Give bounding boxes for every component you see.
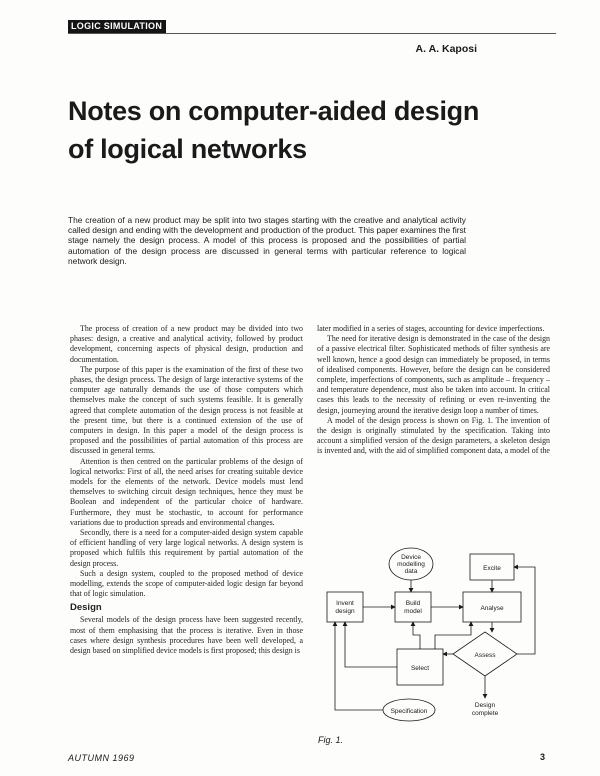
paragraph: A model of the design process is shown on Fig. 1. The invention of the design is originally stimulated by the specification. Taking into account a simplified version of the design parameters, a skeleton design is invented and, with the aid of simplified component data, a model of the: [317, 415, 550, 456]
section-tag: LOGIC SIMULATION: [68, 20, 166, 33]
device-modelling-label: data: [404, 568, 418, 575]
issue-date: AUTUMN 1969: [68, 753, 135, 763]
page-number: 3: [540, 752, 546, 762]
abstract: The creation of a new product may be split into two stages starting with the creative and analytical activity called design and ending with the development and production of the product. This paper examines the first stage namely the design process. A model of this process is proposed and the possibilities of partial automation of the design process are discussed in general terms with particular reference to logical network design.: [68, 215, 466, 266]
complete-label: complete: [471, 710, 499, 717]
complete-label: Design: [474, 702, 496, 709]
paragraph: Attention is then centred on the particular problems of the design of logical networks: First of all, the need arises for creating suitable device models for the elements of the network. Device models must lend themselves to switching circuit design techniques, hence they must be Boolean and independent of the particular choice of hardware. Furthermore, they must be stochastic, to account for performance variations due to production spreads and environmental changes.: [70, 456, 303, 527]
select-label: Select: [410, 665, 430, 672]
paragraph: The process of creation of a new product may be divided into two phases: design, a creative and analytical activity, followed by product development, concerning aspects of physical design, production and documentation.: [70, 324, 303, 364]
figure-caption: Fig. 1.: [318, 735, 344, 745]
build-label: model: [404, 608, 422, 615]
invent-label: Invent: [336, 600, 354, 607]
body-column-left: [70, 324, 303, 656]
paragraph: later modified in a series of stages, accounting for device imperfections.: [317, 324, 545, 333]
paragraph: The purpose of this paper is the examination of the first of these two phases, the design process. The design of large interactive systems of the computer age naturally demands the use of those computers which themselves make the concept of such systems feasible. It is generally agreed that complete automation of the design process is not feasible at the present time, but there is a continued extension of the use of computers in design. In this paper a model of the design process is proposed and the possibilities of partial automation of this process are discussed in general terms.: [70, 364, 303, 456]
build-label: Build: [405, 600, 421, 607]
device-modelling-label: modelling: [397, 561, 425, 568]
design-process-diagram: [313, 540, 558, 750]
article-title: [68, 92, 538, 168]
author: A. A. Kaposi: [415, 43, 477, 55]
invent-design-node: [327, 592, 363, 622]
analyse-label: Analyse: [480, 605, 504, 612]
body-column-right: [317, 324, 550, 457]
title-line: Notes on computer-aided design: [68, 96, 480, 126]
specification-label: Specification: [390, 708, 428, 715]
paragraph: Secondly, there is a need for a computer-aided design system capable of efficient handling of very large logical networks. A design system is proposed which fulfils this requirement by partial automation of the design process.: [70, 528, 303, 568]
paragraph: Several models of the design process have been suggested recently, most of them emphasising that the process is iterative. Even in those cases where design synthesis procedures have been well developed, a design based on simplified device models is first proposed; this design is: [70, 615, 303, 656]
build-model-node: [395, 592, 431, 622]
assess-label: Assess: [474, 652, 496, 659]
title-line: of logical networks: [68, 134, 307, 164]
paragraph: Such a design system, coupled to the proposed method of device modelling, extends the scope of computer-aided logic design far beyond that of logic simulation.: [70, 568, 303, 599]
paragraph: The need for iterative design is demonstrated in the case of the design of a passive electrical filter. Sophisticated methods of filter synthesis are well known, hence a good design can immediately be proposed, in terms of idealised components. However, before the design can be considered complete, imperfections of components, such as amplitude – frequency – and temperature dependence, must also be taken into account. In critical cases this leads to the necessity of refining or even re-inventing the design, journeying around the iterative design loop a number of times.: [317, 334, 550, 415]
excite-label: Excite: [483, 565, 501, 572]
invent-label: design: [335, 608, 355, 615]
header-rule: [68, 33, 556, 34]
section-heading: Design: [70, 602, 102, 614]
device-modelling-label: Device: [401, 554, 421, 561]
